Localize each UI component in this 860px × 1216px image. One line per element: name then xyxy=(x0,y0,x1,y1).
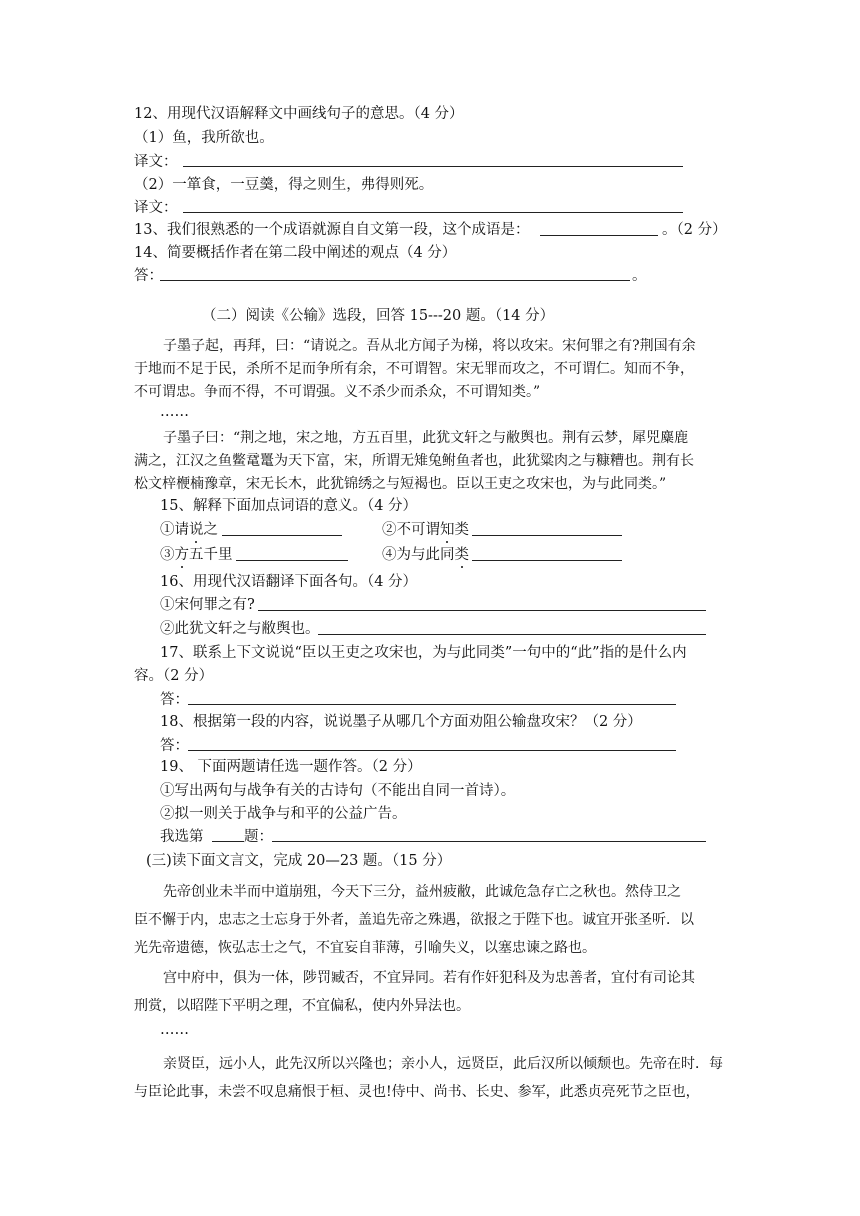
q15-dotted-word: 方 xyxy=(174,547,189,563)
passage-5-line: 亲贤臣，远小人，此先汉所以兴隆也；亲小人，远贤臣，此后汉所以倾颓也。先帝在时．每 xyxy=(163,1056,723,1072)
q15-answer-blank-4[interactable] xyxy=(472,560,622,561)
q16-answer-line-1[interactable] xyxy=(258,610,706,611)
q19-choice-blank[interactable] xyxy=(212,841,244,842)
q13-points: 。（2 分） xyxy=(662,222,727,238)
passage-2-line: 子墨子曰：“荆之地，宋之地，方五百里，此犹文轩之与敝舆也。荆有云梦，犀兕麋鹿 xyxy=(163,430,689,446)
q12-translation-label-1: 译文： xyxy=(134,154,178,170)
q12-question: 12、用现代汉语解释文中画线句子的意思。（4 分） xyxy=(134,106,464,122)
q19-question: 19、 下面两题请任选一题作答。（2 分） xyxy=(160,759,422,775)
passage-1-line: 子墨子起，再拜，曰：“请说之。吾从北方闻子为梯，将以攻宋。宋何罪之有?荆国有余 xyxy=(163,338,696,354)
q15-dotted-word: 说 xyxy=(189,522,204,538)
q12-sentence-1: （1）鱼，我所欲也。 xyxy=(134,130,274,146)
passage-5-line: 与臣论此事，未尝不叹息痛恨于桓、灵也!侍中、尚书、长史、参军，此悉贞亮死节之臣也， xyxy=(134,1084,700,1100)
q19-choice-suffix: 题： xyxy=(244,829,273,845)
q15-item-3: ③方五千里 xyxy=(160,547,233,563)
section-3-heading: (三)读下面文言文，完成 20—23 题。（15 分） xyxy=(146,853,452,869)
q17-question-cont: 容。（2 分） xyxy=(134,668,214,684)
section-2-heading: （二）阅读《公输》选段，回答 15---20 题。（14 分） xyxy=(202,308,555,324)
q13-question: 13、我们很熟悉的一个成语就源自自文第一段，这个成语是： xyxy=(134,222,530,238)
q14-answer-label: 答： xyxy=(134,268,163,284)
q18-answer-label: 答： xyxy=(160,738,189,754)
q14-period: 。 xyxy=(632,268,647,284)
passage-1-line: 于地而不足于民，杀所不足而争所有余，不可谓智。宋无罪而攻之，不可谓仁。知而不争， xyxy=(134,361,694,377)
passage-4-line: 刑赏，以昭陛下平明之理，不宜偏私，使内外异法也。 xyxy=(134,998,470,1014)
q15-dotted-word: 类 xyxy=(454,547,469,563)
q15-question: 15、解释下面加点词语的意义。（4 分） xyxy=(160,498,418,514)
q15-item-4: ④为与此同类 xyxy=(382,547,469,563)
q19-option-1: ①写出两句与战争有关的古诗句（不能出自同一首诗）。 xyxy=(160,783,516,799)
q12-sentence-2: （2）一箪食，一豆羹，得之则生，弗得则死。 xyxy=(134,177,434,193)
q15-dotted-word: 知 xyxy=(440,522,455,538)
q12-answer-line-2[interactable] xyxy=(183,212,683,213)
q17-answer-line[interactable] xyxy=(188,704,676,705)
q16-sentence-2: ②此犹文轩之与敝舆也。 xyxy=(160,621,320,637)
passage-1-line: 不可谓忠。争而不得，不可谓强。义不杀少而杀众，不可谓知类。” xyxy=(134,384,541,400)
q19-answer-line[interactable] xyxy=(272,841,706,842)
passage-2-line: 满之，江汉之鱼鳖鼋鼍为天下富，宋，所谓无雉兔鲋鱼者也，此犹粱肉之与糠糟也。荆有长 xyxy=(134,453,694,469)
q12-translation-label-2: 译文： xyxy=(134,200,178,216)
q15-answer-blank-1[interactable] xyxy=(222,535,342,536)
passage-ellipsis: …… xyxy=(160,404,189,420)
passage-3-line: 先帝创业未半而中道崩殂，今天下三分，益州疲敝，此诚危急存亡之秋也。然侍卫之 xyxy=(163,884,681,900)
q13-answer-blank[interactable] xyxy=(540,235,658,236)
passage-3-line: 臣不懈于内，忠志之士忘身于外者，盖追先帝之殊遇，欲报之于陛下也。诚宜开张圣听．以 xyxy=(134,912,694,928)
passage-ellipsis: …… xyxy=(160,1022,189,1038)
q15-answer-blank-2[interactable] xyxy=(472,535,622,536)
q19-choice-label: 我选第 xyxy=(160,829,204,845)
passage-2-line: 松文梓楩楠豫章，宋无长木，此犹锦绣之与短褐也。臣以王吏之攻宋也，为与此同类。” xyxy=(134,476,667,492)
q17-answer-label: 答： xyxy=(160,692,189,708)
q16-answer-line-2[interactable] xyxy=(318,634,706,635)
q15-item-2: ②不可谓知类 xyxy=(382,522,469,538)
q14-question: 14、简要概括作者在第二段中阐述的观点（4 分） xyxy=(134,245,457,261)
q18-question: 18、根据第一段的内容，说说墨子从哪几个方面劝阻公输盘攻宋？（2 分） xyxy=(160,714,642,730)
q12-answer-line-1[interactable] xyxy=(183,166,683,167)
passage-4-line: 宫中府中，俱为一体，陟罚臧否，不宜异同。若有作奸犯科及为忠善者，宜付有司论其 xyxy=(163,970,695,986)
q15-item-1: ①请说之 xyxy=(160,522,218,538)
q19-option-2: ②拟一则关于战争与和平的公益广告。 xyxy=(160,806,407,822)
passage-3-line: 光先帝遗德，恢弘志士之气，不宜妄自菲薄，引喻失义，以塞忠谏之路也。 xyxy=(134,940,596,956)
q18-answer-line[interactable] xyxy=(188,750,676,751)
q17-question: 17、联系上下文说说“臣以王吏之攻宋也，为与此同类”一句中的“此”指的是什么内 xyxy=(160,645,687,661)
q16-sentence-1: ①宋何罪之有? xyxy=(160,597,255,613)
q15-answer-blank-3[interactable] xyxy=(236,560,348,561)
q14-answer-line[interactable] xyxy=(160,280,630,281)
q16-question: 16、用现代汉语翻译下面各句。（4 分） xyxy=(160,574,418,590)
